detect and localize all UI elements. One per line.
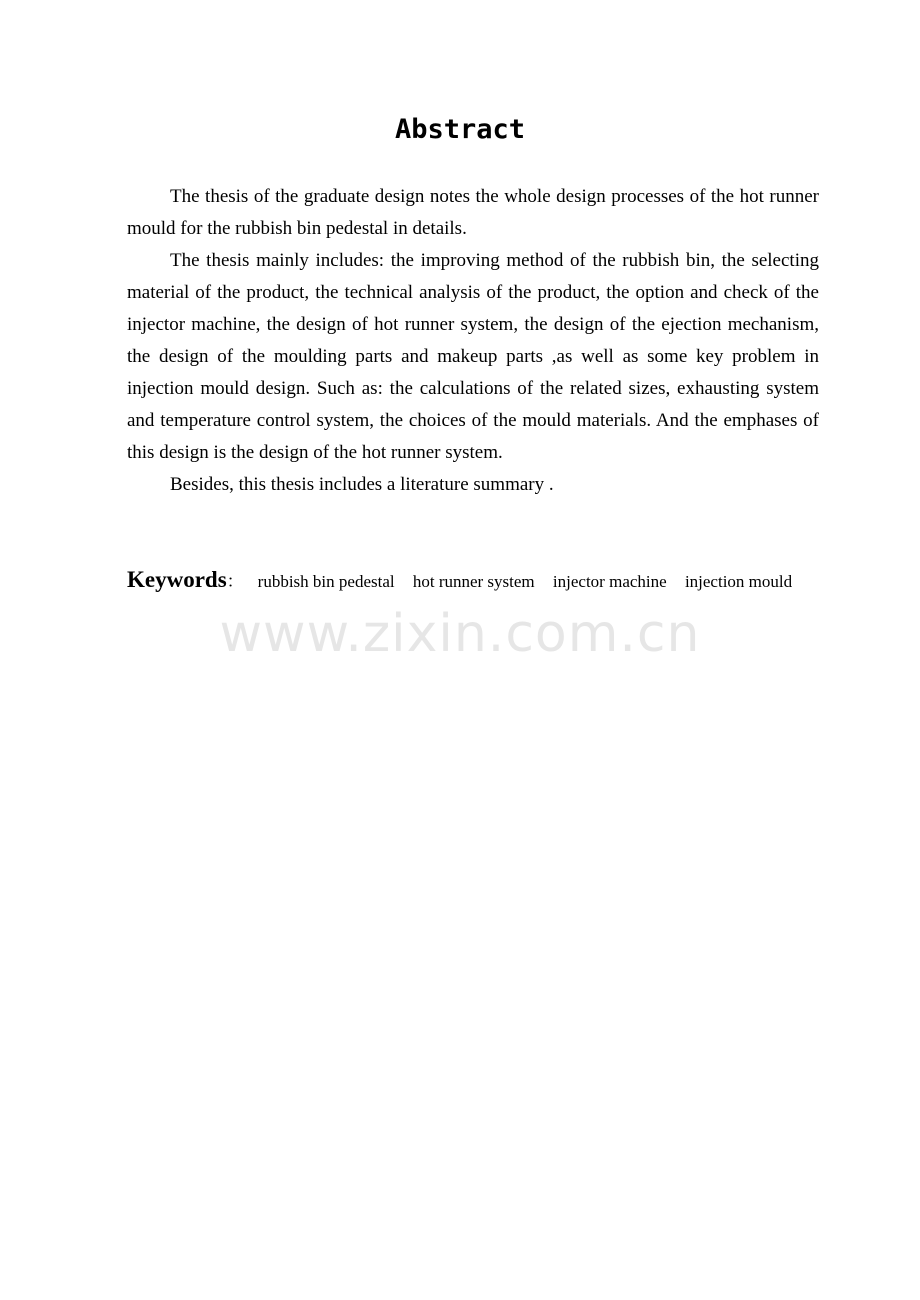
abstract-paragraph-3: Besides, this thesis includes a literature summary . — [170, 474, 554, 495]
abstract-body — [127, 181, 819, 501]
watermark-text: www.zixin.com.cn — [219, 604, 701, 664]
abstract-paragraph-2: The thesis mainly includes: the improving method of the rubbish bin, the selecting material of the product, the technical analysis of the product, the option and check of the injector machine, the design of hot runner system, the design of the ejection mechanism, the design of the moulding parts and makeup parts ,as well as some key problem in injection mould design. Such as: the calculations of the related sizes, exhausting system and temperature control system, the choices of the mould materials. And the emphases of this design is the design of the hot runner system. — [127, 250, 819, 463]
abstract-title: Abstract — [394, 114, 526, 145]
keyword-item: hot runner system — [412, 572, 535, 591]
keyword-item: rubbish bin pedestal — [257, 572, 395, 591]
keyword-item: injector machine — [552, 572, 667, 591]
keywords-label: Keywords — [127, 567, 227, 592]
keyword-item: injection mould — [684, 572, 793, 591]
abstract-paragraph-1: The thesis of the graduate design notes the whole design processes of the hot runner mould for the rubbish bin pedestal in details. — [127, 186, 819, 239]
keywords-line — [127, 564, 819, 598]
keywords-separator: ： — [226, 572, 244, 591]
